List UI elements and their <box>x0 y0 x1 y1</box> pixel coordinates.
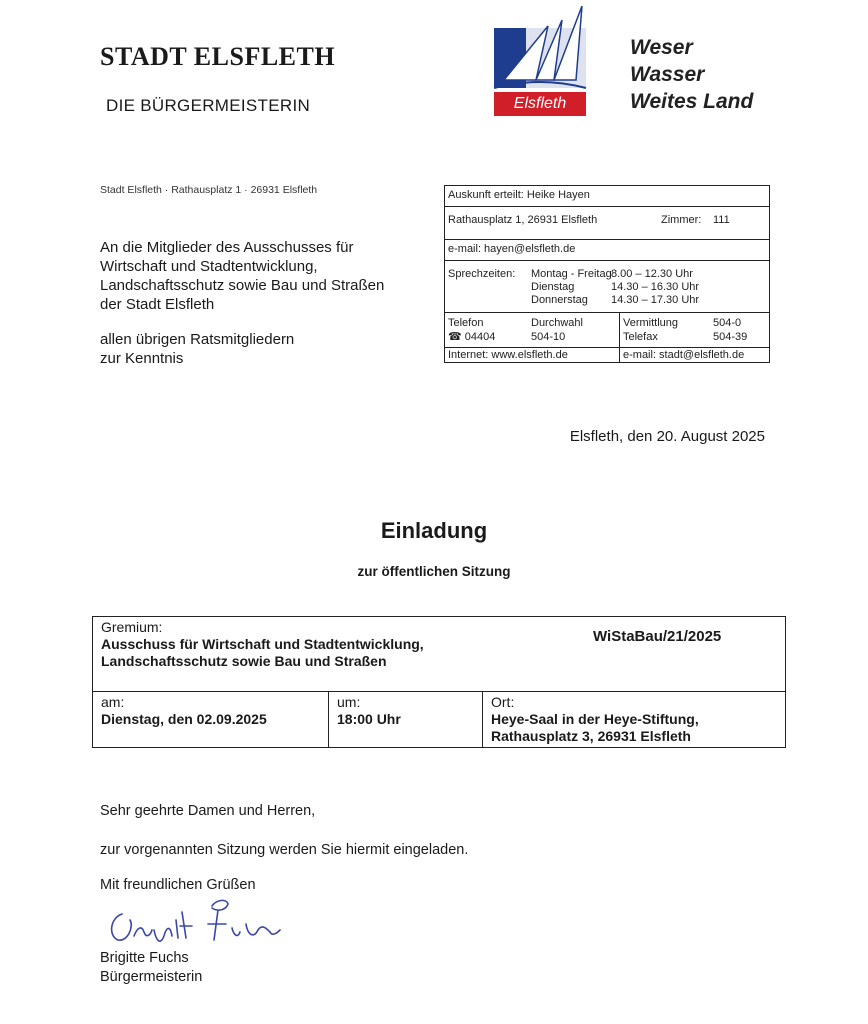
place-line: Heye-Saal in der Heye-Stiftung, <box>491 711 699 727</box>
address-row <box>445 207 769 240</box>
recipient-line: An die Mitglieder des Ausschusses für <box>100 239 354 256</box>
page-title: Einladung <box>380 518 488 543</box>
meeting-info-row <box>93 692 785 747</box>
committee-label: Gremium: <box>101 619 163 635</box>
contact-name: Heike Hayen <box>526 189 590 201</box>
sender-line: Stadt Elsfleth · Rathausplatz 1 · 26931 Elsfleth <box>100 184 318 196</box>
time-cell <box>328 692 483 747</box>
logo-text: Elsfleth <box>494 92 586 116</box>
body-text: zur vorgenannten Sitzung werden Sie hiermit eingeladen. <box>100 842 469 858</box>
contact-row <box>445 186 769 207</box>
hours-time: 8.00 – 12.30 Uhr <box>611 268 693 280</box>
letter-date: Elsfleth, den 20. August 2025 <box>569 428 765 445</box>
office-address: Rathausplatz 1, 26931 Elsfleth <box>448 214 598 226</box>
contact-email[interactable]: e-mail: hayen@elsfleth.de <box>448 243 576 255</box>
office-hours-row <box>445 261 769 313</box>
committee-row <box>93 617 785 692</box>
slogan-line: Weites Land <box>630 90 754 113</box>
direct-number: 504-10 <box>531 331 566 343</box>
room-number: 111 <box>713 214 730 226</box>
mayor-title: DIE BÜRGERMEISTERIN <box>106 96 311 115</box>
cc-line: allen übrigen Ratsmitgliedern <box>100 331 295 348</box>
switchboard-label: Vermittlung <box>623 317 679 329</box>
city-title: STADT ELSFLETH <box>100 42 336 71</box>
phone-label: Telefon <box>448 317 484 329</box>
switchboard-line <box>623 316 766 330</box>
meeting-date: Dienstag, den 02.09.2025 <box>101 711 267 727</box>
slogan-line: Wasser <box>630 63 705 86</box>
contact-info-box <box>444 185 770 363</box>
contact-label: Auskunft erteilt: <box>448 189 524 201</box>
hours-time: 14.30 – 16.30 Uhr <box>611 281 700 293</box>
phone-prefix: 04404 <box>464 331 496 343</box>
place-cell <box>482 692 785 747</box>
email-row <box>445 240 769 261</box>
recipient-line: Landschaftsschutz sowie Bau und Straßen <box>100 277 385 294</box>
hours-times <box>611 267 699 306</box>
phone-row <box>445 313 769 348</box>
hours-day: Dienstag <box>531 281 575 293</box>
phone-icon: ☎ <box>448 331 462 343</box>
salutation: Sehr geehrte Damen und Herren, <box>100 803 316 819</box>
general-email-link[interactable]: e-mail: stadt@elsfleth.de <box>619 348 769 362</box>
hours-days <box>531 267 612 306</box>
place-label: Ort: <box>491 694 515 710</box>
date-cell <box>93 692 328 747</box>
slogan-line: Weser <box>630 36 693 59</box>
recipient-address <box>100 238 384 314</box>
switchboard-number: 504-0 <box>713 317 742 329</box>
page-subtitle: zur öffentlichen Sitzung <box>357 564 511 579</box>
recipient-line: Wirtschaft und Stadtentwicklung, <box>100 258 318 275</box>
hours-time: 14.30 – 17.30 Uhr <box>611 294 700 306</box>
hours-label: Sprechzeiten: <box>448 268 516 280</box>
fax-number: 504-39 <box>713 331 748 343</box>
signature-icon <box>100 896 300 952</box>
hours-day: Montag - Freitag <box>531 268 612 280</box>
place-line: Rathausplatz 3, 26931 Elsfleth <box>491 728 691 744</box>
handwritten-signature <box>100 896 300 952</box>
meeting-details-box <box>92 616 786 748</box>
committee-name-line: Ausschuss für Wirtschaft und Stadtentwicklung, <box>101 636 424 652</box>
closing: Mit freundlichen Grüßen <box>100 877 256 893</box>
slogan <box>630 34 753 115</box>
meeting-time: 18:00 Uhr <box>337 711 401 727</box>
time-label: um: <box>337 694 361 710</box>
reference-number: WiStaBau/21/2025 <box>593 628 722 645</box>
web-row <box>445 348 769 362</box>
signature-name: Brigitte Fuchs <box>100 950 189 966</box>
fax-line <box>623 330 766 344</box>
switchboard-cell <box>619 313 769 347</box>
city-logo <box>490 6 598 118</box>
phone-prefix-line <box>448 330 495 344</box>
committee-cell <box>101 619 424 670</box>
cc-line: zur Kenntnis <box>100 350 184 367</box>
phone-cell <box>448 316 495 347</box>
recipient-cc <box>100 330 294 368</box>
room-label: Zimmer: <box>661 214 702 226</box>
signature-role: Bürgermeisterin <box>100 969 203 985</box>
direct-dial-cell <box>531 316 583 347</box>
committee-name-line: Landschaftsschutz sowie Bau und Straßen <box>101 653 387 669</box>
fax-label: Telefax <box>623 331 658 343</box>
date-label: am: <box>101 694 125 710</box>
recipient-line: der Stadt Elsfleth <box>100 296 215 313</box>
hours-day: Donnerstag <box>531 294 588 306</box>
direct-label: Durchwahl <box>531 317 583 329</box>
internet-link[interactable]: Internet: www.elsfleth.de <box>448 349 568 361</box>
